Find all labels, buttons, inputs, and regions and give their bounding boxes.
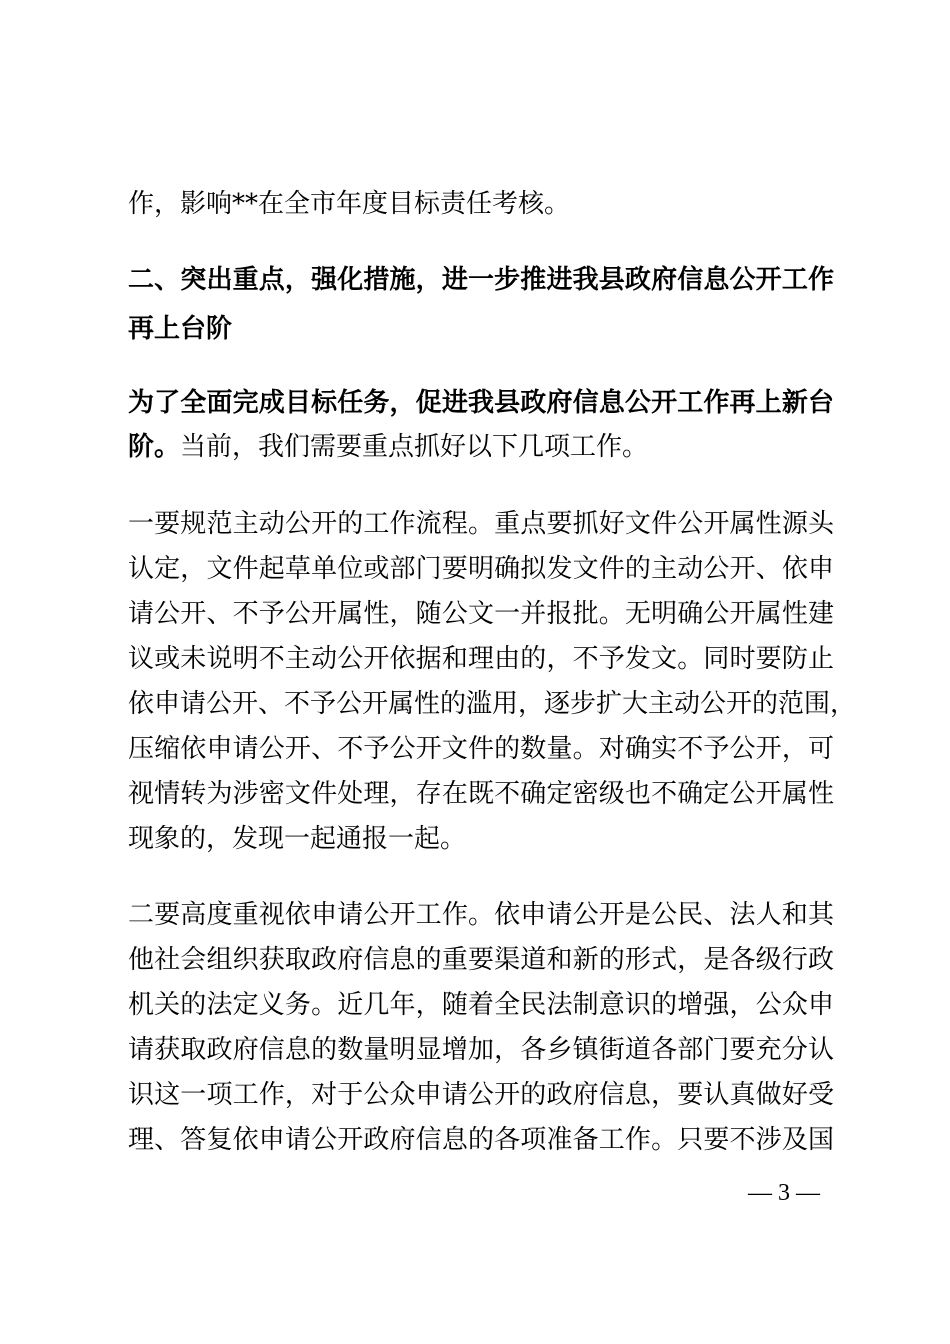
para1-line: 认定，文件起草单位或部门要明确拟发文件的主动公开、依申: [128, 554, 834, 584]
para2-line: 理、答复依申请公开政府信息的各项准备工作。只要不涉及国: [128, 1125, 834, 1155]
para1-line: 压缩依申请公开、不予公开文件的数量。对确实不予公开，可: [128, 734, 834, 764]
para2-line: 请获取政府信息的数量明显增加，各乡镇街道各部门要充分认: [128, 1035, 834, 1065]
section-heading-line-1: 二、突出重点，强化措施，进一步推进我县政府信息公开工作: [128, 265, 834, 295]
intro-line-2: [128, 430, 834, 464]
page-number: — 3 —: [748, 1180, 820, 1206]
para1-line: 视情转为涉密文件处理，存在既不确定密级也不确定公开属性: [128, 779, 834, 809]
para1-line: 请公开、不予公开属性，随公文一并报批。无明确公开属性建: [128, 599, 834, 629]
section-heading-line-2: 再上台阶: [128, 314, 233, 344]
para1-line: 议或未说明不主动公开依据和理由的，不予发文。同时要防止: [128, 644, 834, 674]
para1-line: 依申请公开、不予公开属性的滥用，逐步扩大主动公开的范围，: [128, 689, 857, 719]
para2-line: 二要高度重视依申请公开工作。依申请公开是公民、法人和其: [128, 900, 834, 930]
para2-line: 他社会组织获取政府信息的重要渠道和新的形式，是各级行政: [128, 945, 834, 975]
para1-line: 现象的，发现一起通报一起。: [128, 824, 467, 854]
para2-line: 机关的法定义务。近几年，随着全民法制意识的增强，公众申: [128, 990, 834, 1020]
continuation-line: 作，影响**在全市年度目标责任考核。: [128, 189, 571, 219]
intro-line-1: 为了全面完成目标任务，促进我县政府信息公开工作再上新台: [128, 388, 834, 418]
intro-regular-part: 当前，我们需要重点抓好以下几项工作。: [180, 432, 649, 462]
intro-bold-part: 阶。: [128, 432, 181, 462]
para1-line: 一要规范主动公开的工作流程。重点要抓好文件公开属性源头: [128, 509, 834, 539]
para2-line: 识这一项工作，对于公众申请公开的政府信息，要认真做好受: [128, 1080, 834, 1110]
